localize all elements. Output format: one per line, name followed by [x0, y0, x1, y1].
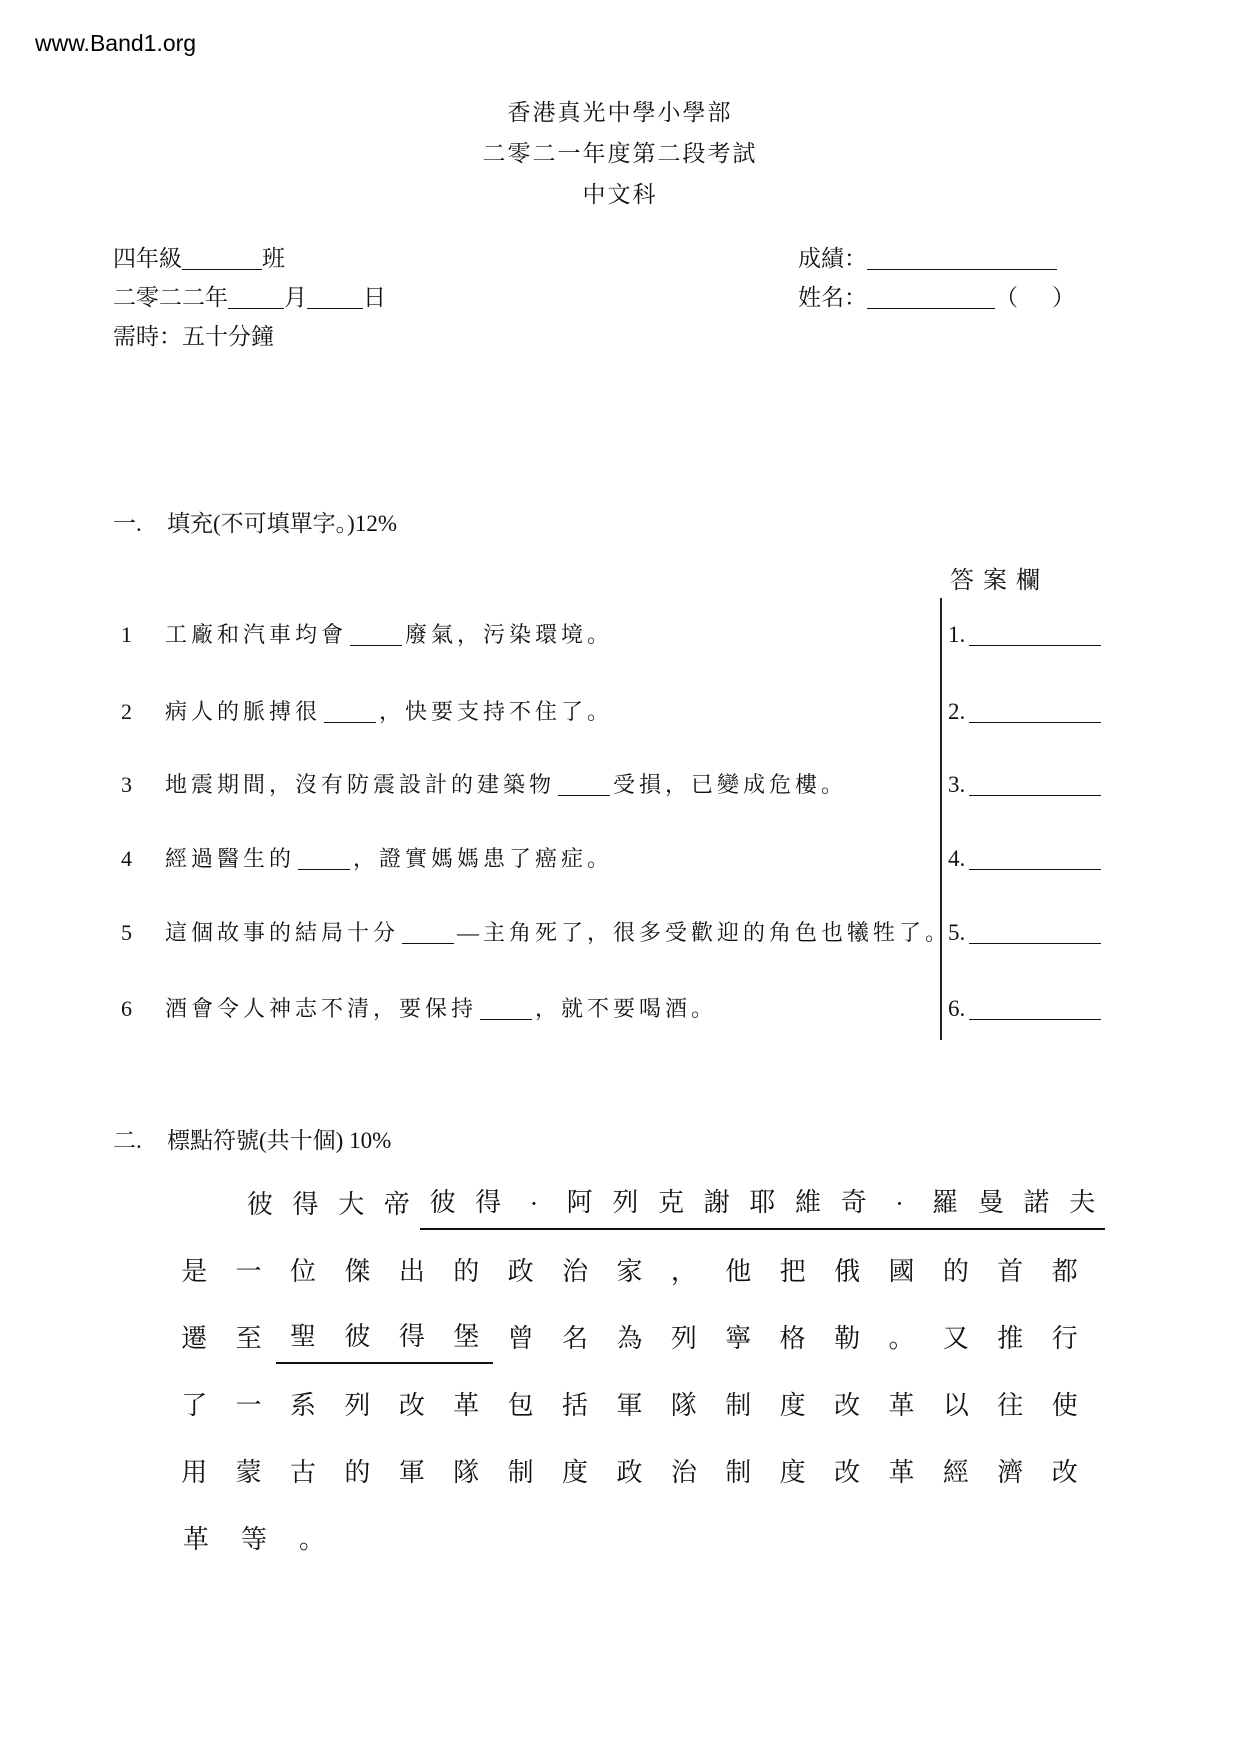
- question-text-part: 病人的脈搏很: [165, 699, 322, 724]
- paragraph-char: 等: [240, 1525, 267, 1554]
- paragraph-char: 了: [181, 1391, 208, 1420]
- paragraph-char: 得: [292, 1190, 319, 1219]
- paragraph-char: 他: [725, 1257, 752, 1286]
- question-row: [121, 838, 613, 880]
- fill-in-underline: [867, 246, 1057, 270]
- paragraph-char-underlined: 彼: [420, 1182, 466, 1230]
- section1-title: 填充(不可填單字。)12%: [167, 511, 397, 536]
- paragraph-char: 列: [670, 1324, 697, 1353]
- paragraph-char: 。: [298, 1525, 325, 1554]
- question-row: [121, 691, 613, 733]
- paragraph-char: 位: [290, 1257, 317, 1286]
- question-number: 2: [121, 699, 132, 724]
- info-line: [798, 240, 1075, 279]
- fill-in-underline: [228, 285, 284, 309]
- question-text-part: 受損，已變成危樓。: [613, 772, 848, 797]
- question-text-part: ，快要支持不住了。: [379, 699, 614, 724]
- info-text: 姓名：: [798, 285, 867, 310]
- section1-heading: [113, 505, 397, 538]
- paragraph-char: 隊: [453, 1458, 480, 1487]
- paragraph-char: 度: [779, 1391, 806, 1420]
- question-blank-underline: [480, 997, 532, 1020]
- info-text: 需時：五十分鐘: [113, 324, 274, 349]
- question-text-part: 地震期間，沒有防震設計的建築物: [165, 772, 556, 797]
- answer-blank-underline: [969, 996, 1101, 1020]
- answer-row: [948, 764, 1101, 806]
- answer-number: 4.: [948, 846, 966, 871]
- paragraph-char: 曾: [507, 1324, 534, 1353]
- paragraph-char: 改: [398, 1391, 425, 1420]
- question-row: [121, 988, 717, 1030]
- paragraph-char: 首: [997, 1257, 1024, 1286]
- paragraph-char: 度: [779, 1458, 806, 1487]
- answer-blank-underline: [969, 772, 1101, 796]
- paragraph-char: 遷: [181, 1324, 208, 1353]
- paragraph-char: 往: [997, 1391, 1024, 1420]
- paragraph-char: 傑: [344, 1257, 371, 1286]
- paragraph-char-underlined: 彼: [330, 1316, 384, 1364]
- paragraph-char-underlined: 諾: [1014, 1182, 1060, 1230]
- fill-in-underline: [867, 285, 995, 309]
- paragraph-char-underlined: 得: [465, 1182, 511, 1230]
- info-text: 成績：: [798, 246, 867, 271]
- info-text: 月: [284, 285, 307, 310]
- paragraph-line: [167, 1297, 1092, 1364]
- info-text: （: [995, 285, 1018, 310]
- info-text: 四年級: [113, 246, 182, 271]
- question-blank-underline: [324, 700, 376, 723]
- question-number: 3: [121, 772, 132, 797]
- question-blank-underline: [402, 921, 454, 944]
- question-text-part: 這個故事的結局十分: [165, 920, 400, 945]
- paragraph-char: 把: [779, 1257, 806, 1286]
- question-row: [121, 614, 613, 656]
- paragraph-char: 治: [670, 1458, 697, 1487]
- question-blank-underline: [298, 847, 350, 870]
- answer-number: 2.: [948, 699, 966, 724]
- paragraph-char-underlined: 聖: [276, 1316, 330, 1364]
- paragraph-char: 改: [1051, 1458, 1078, 1487]
- question-text: [165, 764, 847, 806]
- question-text: [165, 838, 613, 880]
- question-text: [165, 691, 613, 733]
- paragraph-line: [167, 1431, 1092, 1498]
- question-number: 4: [121, 846, 132, 871]
- info-line: [113, 279, 386, 318]
- paragraph-char: ，: [670, 1257, 697, 1286]
- paragraph-char: 改: [834, 1391, 861, 1420]
- paragraph-char: 政: [507, 1257, 534, 1286]
- watermark: www.Band1.org: [35, 30, 197, 56]
- paragraph-char: 出: [398, 1257, 425, 1286]
- paragraph-char-underlined: 阿: [557, 1182, 603, 1230]
- info-line: [113, 318, 386, 357]
- paragraph-char: 政: [616, 1458, 643, 1487]
- paragraph-char: 大: [338, 1190, 365, 1219]
- question-text-part: 工廠和汽車均會: [165, 622, 348, 647]
- question-number: 1: [121, 622, 132, 647]
- section2-heading: [113, 1122, 391, 1155]
- paragraph-char: 用: [181, 1458, 208, 1487]
- paragraph-char: 列: [344, 1391, 371, 1420]
- paragraph-char: 軍: [398, 1458, 425, 1487]
- paragraph-line: [237, 1163, 1105, 1230]
- punctuation-paragraph: [167, 1163, 1105, 1565]
- paragraph-char: 系: [290, 1391, 317, 1420]
- student-info-left: [113, 240, 386, 357]
- paragraph-char-underlined: 曼: [968, 1182, 1014, 1230]
- title-block: [0, 92, 1240, 215]
- question-number: 5: [121, 920, 132, 945]
- paragraph-char: 寧: [725, 1324, 752, 1353]
- answer-number: 6.: [948, 996, 966, 1021]
- fill-in-underline: [307, 285, 363, 309]
- paragraph-char: 勒: [834, 1324, 861, 1353]
- paragraph-char: 為: [616, 1324, 643, 1353]
- paragraph-char: 都: [1051, 1257, 1078, 1286]
- section2-title: 標點符號(共十個) 10%: [167, 1128, 392, 1153]
- answer-row: [948, 988, 1101, 1030]
- question-row: [121, 912, 951, 954]
- question-text-part: ，證實媽媽患了癌症。: [353, 846, 614, 871]
- paragraph-char-underlined: 克: [648, 1182, 694, 1230]
- info-text: ）: [1052, 285, 1075, 310]
- answer-column-divider: [940, 598, 942, 1040]
- paragraph-char: 濟: [997, 1458, 1024, 1487]
- paragraph-char: 推: [997, 1324, 1024, 1353]
- question-blank-underline: [558, 773, 610, 796]
- question-blank-underline: [350, 623, 402, 646]
- paragraph-char: 一: [235, 1391, 262, 1420]
- paragraph-char: 治: [562, 1257, 589, 1286]
- section2-number: 二.: [113, 1128, 142, 1153]
- paragraph-char-underlined: 維: [785, 1182, 831, 1230]
- paragraph-char: 革: [182, 1525, 209, 1554]
- paragraph-char: 革: [888, 1391, 915, 1420]
- paragraph-line: [167, 1364, 1092, 1431]
- answer-blank-underline: [969, 699, 1101, 723]
- answer-row: [948, 691, 1101, 733]
- question-text-part: 經過醫生的: [165, 846, 296, 871]
- paragraph-char: 帝: [383, 1190, 410, 1219]
- exam-title: 二零二一年度第二段考試: [482, 141, 758, 166]
- paragraph-char-underlined: 堡: [439, 1316, 493, 1364]
- paragraph-char: 蒙: [235, 1458, 262, 1487]
- paragraph-char: 格: [779, 1324, 806, 1353]
- paragraph-char-underlined: ·: [511, 1189, 557, 1230]
- paragraph-char: 改: [834, 1458, 861, 1487]
- answer-row: [948, 912, 1101, 954]
- paragraph-char: 制: [507, 1458, 534, 1487]
- answer-number: 1.: [948, 622, 966, 647]
- school-name: 香港真光中學小學部: [507, 100, 733, 125]
- info-line: [113, 240, 386, 279]
- answer-row: [948, 838, 1101, 880]
- info-text: 日: [363, 285, 386, 310]
- paragraph-char: 國: [888, 1257, 915, 1286]
- info-text: 二零二二年: [113, 285, 228, 310]
- paragraph-char: 革: [453, 1391, 480, 1420]
- paragraph-char: 制: [725, 1391, 752, 1420]
- paragraph-char: 制: [725, 1458, 752, 1487]
- answer-blank-underline: [969, 846, 1101, 870]
- answer-column-label: 答案欄: [950, 568, 1049, 594]
- question-text-part: —主角死了，很多受歡迎的角色也犧牲了。: [457, 920, 952, 945]
- question-text: [165, 614, 613, 656]
- paragraph-char: 。: [888, 1324, 915, 1353]
- paragraph-char-underlined: 羅: [922, 1182, 968, 1230]
- paragraph-char-underlined: 得: [385, 1316, 439, 1364]
- student-info-right: [798, 240, 1075, 318]
- info-line: [798, 279, 1075, 318]
- paragraph-char: 又: [942, 1324, 969, 1353]
- paragraph-char: 包: [507, 1391, 534, 1420]
- paragraph-char: 古: [290, 1458, 317, 1487]
- question-text-part: 廢氣，污染環境。: [405, 622, 614, 647]
- paragraph-char: 使: [1051, 1391, 1078, 1420]
- answer-blank-underline: [969, 920, 1101, 944]
- paragraph-char: 彼: [246, 1190, 273, 1219]
- paragraph-char: 名: [562, 1324, 589, 1353]
- paragraph-char-underlined: 耶: [740, 1182, 786, 1230]
- answer-row: [948, 614, 1101, 656]
- question-text-part: 酒會令人神志不清，要保持: [165, 996, 478, 1021]
- paragraph-char: 的: [453, 1257, 480, 1286]
- question-text-part: ，就不要喝酒。: [535, 996, 718, 1021]
- answer-blank-underline: [969, 622, 1101, 646]
- paragraph-char: 革: [888, 1458, 915, 1487]
- paragraph-line: [167, 1498, 1105, 1565]
- paragraph-char: 至: [235, 1324, 262, 1353]
- paragraph-char: 家: [616, 1257, 643, 1286]
- paragraph-char: 俄: [834, 1257, 861, 1286]
- paragraph-char-underlined: ·: [877, 1189, 923, 1230]
- paragraph-char-underlined: 列: [603, 1182, 649, 1230]
- answer-number: 5.: [948, 920, 966, 945]
- paragraph-char-underlined: 夫: [1059, 1182, 1105, 1230]
- fill-in-underline: [182, 246, 262, 270]
- paragraph-char: 是: [181, 1257, 208, 1286]
- section1-number: 一.: [113, 511, 142, 536]
- paragraph-char: 隊: [670, 1391, 697, 1420]
- paragraph-char: 的: [942, 1257, 969, 1286]
- paragraph-char-underlined: 謝: [694, 1182, 740, 1230]
- paragraph-char: 經: [942, 1458, 969, 1487]
- subject-title: 中文科: [582, 182, 658, 207]
- answer-number: 3.: [948, 772, 966, 797]
- paragraph-char: 軍: [616, 1391, 643, 1420]
- paragraph-char: 括: [562, 1391, 589, 1420]
- paragraph-char: 以: [942, 1391, 969, 1420]
- question-text: [165, 988, 717, 1030]
- question-row: [121, 764, 847, 806]
- paragraph-char: 的: [344, 1458, 371, 1487]
- info-text: 班: [262, 246, 285, 271]
- paragraph-char-underlined: 奇: [831, 1182, 877, 1230]
- paragraph-char: 一: [235, 1257, 262, 1286]
- paragraph-char: 行: [1051, 1324, 1078, 1353]
- paragraph-line: [167, 1230, 1092, 1297]
- question-number: 6: [121, 996, 132, 1021]
- question-text: [165, 912, 951, 954]
- paragraph-char: 度: [562, 1458, 589, 1487]
